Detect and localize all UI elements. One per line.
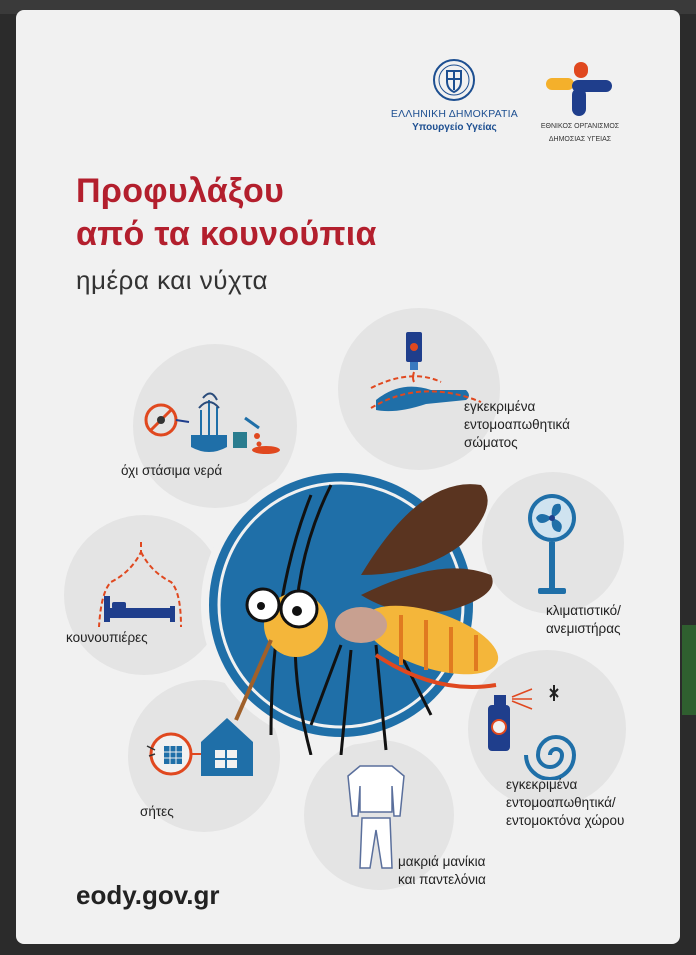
label-space-repellent-line1: εγκεκριμένα: [506, 777, 578, 792]
label-body-repellent: [464, 398, 570, 452]
label-ac-fan-line1: κλιματιστικό/: [546, 603, 621, 618]
eody-name-line1: ΕΘΝΙΚΟΣ ΟΡΓΑΝΙΣΜΟΣ: [540, 123, 620, 130]
title-line1: Προφυλάξου: [76, 172, 285, 210]
title-line2: από τα κουνούπια: [76, 215, 377, 253]
label-clothing-line1: μακριά μανίκια: [398, 854, 486, 869]
label-space-repellent-line3: εντομοκτόνα χώρου: [506, 813, 625, 828]
mosquito-illustration: [201, 455, 501, 755]
label-ac-fan: [546, 602, 621, 638]
label-body-repellent-line1: εγκεκριμένα: [464, 399, 536, 414]
label-standing-water: όχι στάσιμα νερά: [121, 463, 223, 478]
subtitle: ημέρα και νύχτα: [76, 265, 269, 295]
label-space-repellent-line2: εντομοαπωθητικά/: [506, 795, 616, 810]
label-clothing: [398, 853, 486, 889]
ministry-name: ΕΛΛΗΝΙΚΗ ΔΗΜΟΚΡΑΤΙΑ: [390, 108, 518, 120]
greek-emblem-icon: [432, 58, 476, 102]
ministry-department: Υπουργείο Υγείας: [412, 122, 497, 133]
spray-coil-icon: [486, 675, 586, 780]
label-body-repellent-line3: σώματος: [464, 435, 518, 450]
ministry-logo: [391, 58, 518, 133]
label-body-repellent-line2: εντομοαπωθητικά: [464, 417, 570, 432]
label-screens: σήτες: [140, 804, 174, 819]
background-side-strip: [682, 625, 696, 715]
poster-card: [16, 10, 680, 944]
eody-name-line2: ΔΗΜΟΣΙΑΣ ΥΓΕΙΑΣ: [548, 136, 612, 143]
eody-cross-icon: [540, 58, 620, 118]
fan-icon: [526, 490, 586, 600]
label-clothing-line2: και παντελόνια: [398, 872, 486, 887]
label-nets: κουνουπιέρες: [66, 630, 148, 645]
standing-water-icon: [141, 380, 291, 460]
label-ac-fan-line2: ανεμιστήρας: [546, 621, 621, 636]
eody-logo: [540, 58, 620, 144]
label-space-repellent: [506, 776, 624, 830]
footer-website: eody.gov.gr: [76, 880, 220, 910]
logos-row: [391, 58, 620, 144]
long-clothing-icon: [346, 762, 406, 872]
bed-net-icon: [86, 538, 206, 633]
